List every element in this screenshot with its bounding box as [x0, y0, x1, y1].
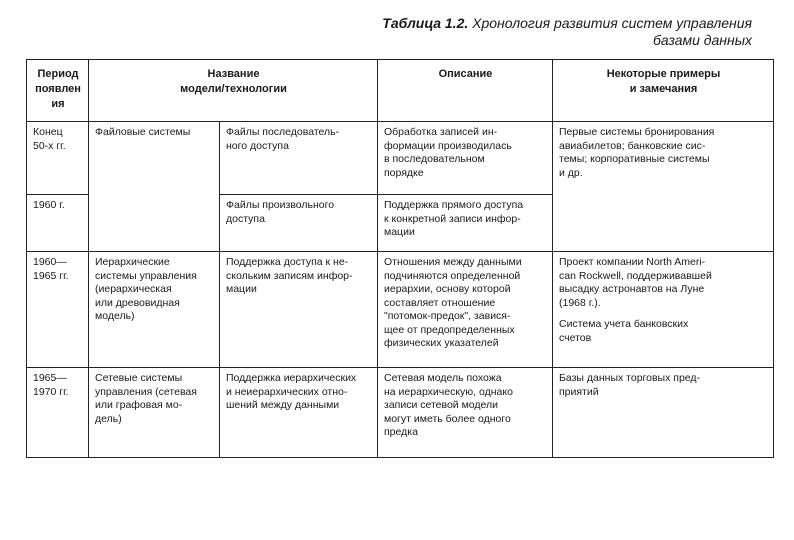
header-model: Название модели/технологии: [89, 60, 378, 122]
table-row: [27, 368, 774, 458]
model-cell: Файловые системы: [89, 122, 220, 252]
model-cell: Иерархические системы управления (иерархическая или древовидная модель): [89, 252, 220, 368]
description-cell: Обработка записей ин- формации производилась в последовательном порядке: [378, 122, 553, 195]
caption-title: Хронология развития систем управления базами данных: [472, 15, 752, 48]
description-cell: Отношения между данными подчиняются определенной иерархии, основу которой составляет отношение "потомок-предок", завися- щее от предопределенных физических указателей: [378, 252, 553, 368]
table-row: [27, 252, 774, 368]
examples-cell: [553, 252, 774, 368]
tech-cell: Файлы произвольного доступа: [220, 195, 378, 252]
examples-cell: Первые системы бронирования авиабилетов; банковские сис- темы; корпоративные системы и др.: [553, 122, 774, 252]
model-cell: Сетевые системы управления (сетевая или графовая мо- дель): [89, 368, 220, 458]
tech-cell: Поддержка иерархических и неиерархических отно- шений между данными: [220, 368, 378, 458]
period-cell: 1965— 1970 гг.: [27, 368, 89, 458]
tech-cell: Поддержка доступа к не- скольким записям инфор- мации: [220, 252, 378, 368]
header-description: Описание: [378, 60, 553, 122]
period-cell: Конец 50-х гг.: [27, 122, 89, 195]
period-cell: 1960— 1965 гг.: [27, 252, 89, 368]
table-row: [27, 122, 774, 195]
examples-cell: Базы данных торговых пред- приятий: [553, 368, 774, 458]
chronology-table: [26, 59, 774, 458]
caption-label: Таблица 1.2.: [382, 15, 469, 31]
table-caption: [272, 15, 752, 49]
description-cell: Поддержка прямого доступа к конкретной записи инфор- мации: [378, 195, 553, 252]
header-row: [27, 60, 774, 122]
header-period: Период появления: [27, 60, 89, 122]
period-cell: 1960 г.: [27, 195, 89, 252]
description-cell: Сетевая модель похожа на иерархическую, однако записи сетевой модели могут иметь более одного предка: [378, 368, 553, 458]
examples-paragraph: Проект компании North Ameri- can Rockwell, поддерживавшей высадку астронавтов на Луне (1968 г.).: [559, 256, 712, 309]
tech-cell: Файлы последователь- ного доступа: [220, 122, 378, 195]
examples-paragraph: Система учета банковских счетов: [559, 318, 689, 344]
header-examples: Некоторые примеры и замечания: [553, 60, 774, 122]
